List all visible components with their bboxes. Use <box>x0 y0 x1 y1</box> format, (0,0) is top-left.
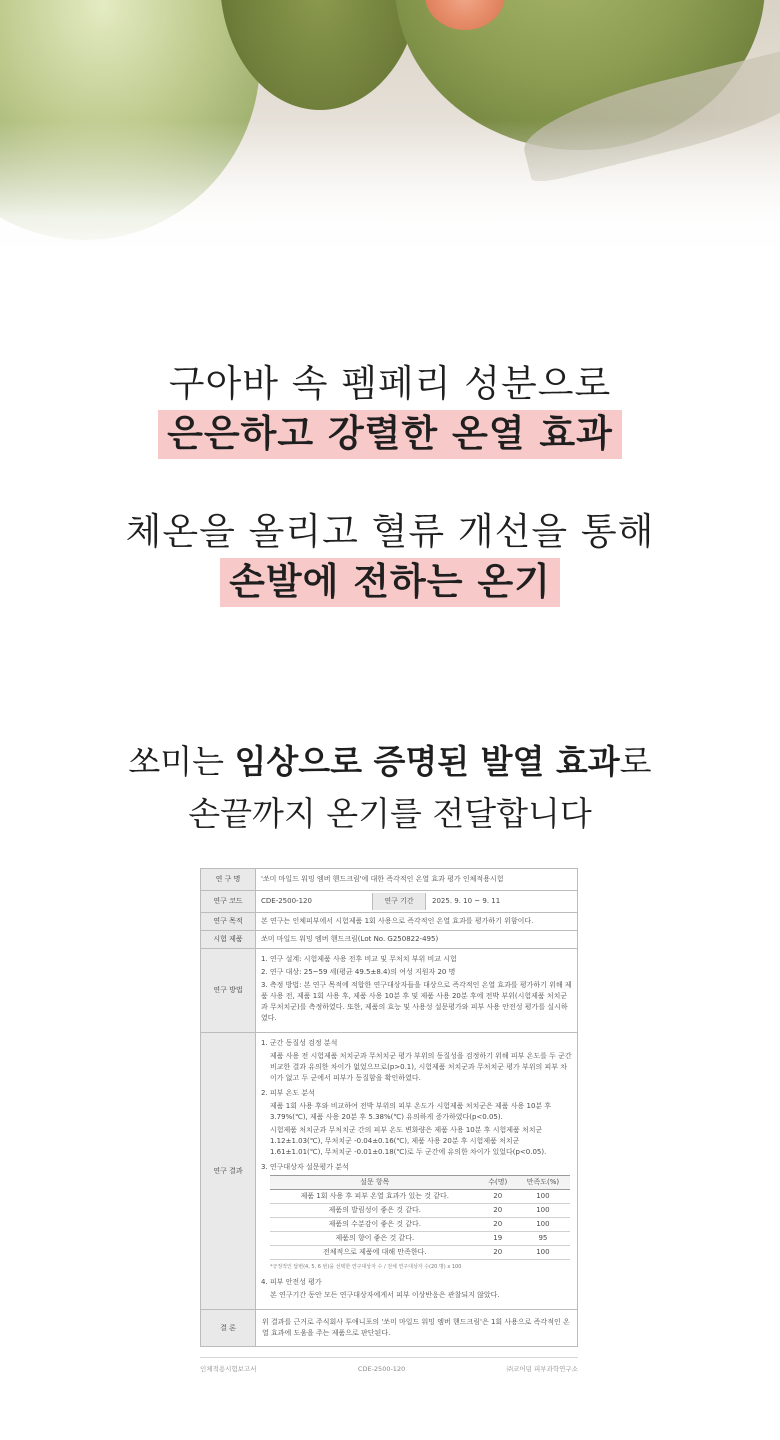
result-4-body: 본 연구기간 동안 모든 연구대상자에게서 피부 이상반응은 관찰되지 않았다. <box>270 1291 500 1299</box>
claim-line-1: 쏘미는 임상으로 증명된 발열 효과로 <box>128 742 652 781</box>
footer-left: 인체적용시험보고서 <box>200 1365 257 1373</box>
claim-line-2: 손끝까지 온기를 전달합니다 <box>188 794 592 833</box>
survey-row: 제품의 수분감이 좋은 것 같다. 20 100 <box>270 1218 570 1232</box>
report-footer <box>200 1357 578 1375</box>
survey-row: 제품의 발림성이 좋은 것 같다. 20 100 <box>270 1204 570 1218</box>
highlight: 은은하고 강렬한 온열 효과 <box>158 410 622 459</box>
survey-note: *긍정적인 답변(4, 5, 6 번)을 선택한 연구대상자 수 / 전체 연구대상자 수(20 명) x 100 <box>270 1264 462 1270</box>
conclusion-label: 결 론 <box>201 1310 256 1347</box>
hero-fade <box>0 120 780 270</box>
footer-lab: ㈜코어덤 피부과학연구소 <box>506 1365 578 1373</box>
result-2-body: 시험제품 처치군과 무처치군 간의 피부 온도 변화량은 제품 사용 10분 후 시험제품 처치군 1.12±1.03(℃), 무처치군 -0.04±0.16(℃), 제품 사용 20분 후 시험제품 처치군 1.61±1.01(℃), 무처치군 -0.01±0.18(℃)로 두 군간에 유의한 차이가 있었다(p<0.05). <box>270 1126 547 1156</box>
purpose-value: 본 연구는 인체피부에서 시험제품 1회 사용으로 즉각적인 온열 효과를 평가하기 위함이다. <box>256 913 578 931</box>
purpose-label: 연구 목적 <box>201 913 256 931</box>
period-value: 2025. 9. 10 ~ 9. 11 <box>432 897 501 905</box>
conclusion-value: 위 결과를 근거로 주식회사 투애니포의 '쏘미 마일드 워밍 엠버 핸드크림'은 1회 사용으로 즉각적인 온열 효과에 도움을 주는 제품으로 판단된다. <box>256 1310 578 1347</box>
result-2-body: 제품 1회 사용 후와 비교하여 전박 부위의 피부 온도가 시험제품 처치군은 제품 사용 10분 후 3.79%(℃), 제품 사용 20분 후 5.38%(℃) 유의하게 증가하였다(p<0.05). <box>270 1102 552 1121</box>
survey-row: 전체적으로 제품에 대해 만족한다. 20 100 <box>270 1246 570 1260</box>
survey-header: 설문 항목 <box>270 1176 480 1190</box>
hero-image <box>0 0 780 270</box>
product-value: 쏘미 마일드 워밍 엠버 핸드크림(Lot No. G250822-495) <box>256 931 578 949</box>
headline-line-4 <box>0 560 780 604</box>
footer-code: CDE-2500-120 <box>357 1365 406 1373</box>
report-table <box>200 868 578 1347</box>
method-item: 1. 연구 설계: 시험제품 사용 전후 비교 및 무처치 부위 비교 시험 <box>261 955 457 963</box>
survey-table <box>270 1175 570 1260</box>
headline-line-3: 체온을 올리고 혈류 개선을 통해 <box>125 510 655 553</box>
claim-emphasis: 임상으로 증명된 발열 효과 <box>234 742 620 781</box>
result-1-body: 제품 사용 전 시험제품 처치군과 무처치군 평가 부위의 동질성을 검정하기 위해 피부 온도를 두 군간 비교한 결과 유의한 차이가 없었으므로(p>0.1), 시험제품 처치군과 무처치군 평가 부위의 피부 차이가 없고 두 군에서 피부가 동질함을 확인하였다. <box>270 1052 572 1082</box>
result-2-title: 2. 피부 온도 분석 <box>261 1089 315 1097</box>
method-item: 2. 연구 대상: 25~59 세(평균 49.5±8.4)의 여성 지원자 20 명 <box>261 968 456 976</box>
clinical-report <box>200 868 578 1375</box>
highlight: 손발에 전하는 온기 <box>220 558 560 607</box>
survey-row: 제품 1회 사용 후 피부 온열 효과가 있는 것 같다. 20 100 <box>270 1190 570 1204</box>
survey-header: 수(명) <box>480 1176 516 1190</box>
result-3-title: 3. 연구대상자 설문평가 분석 <box>261 1163 349 1171</box>
method-item: 3. 측정 방법: 본 연구 목적에 적합한 연구대상자들을 대상으로 즉각적인 온열 효과를 평가하기 위해 제품 사용 전, 제품 1회 사용 후, 제품 사용 10분 후 및 제품 사용 20분 후에 전박 부위(시험제품 처치군과 무처치군)를 측정하였다. 또한, 제품의 효능 및 사용성 설문평가와 피부 사용 안전성 평가를 실시하였다. <box>261 981 572 1022</box>
survey-header: 만족도(%) <box>516 1176 570 1190</box>
code-label: 연구 코드 <box>201 891 256 913</box>
title-label: 연 구 명 <box>201 869 256 891</box>
code-value: CDE-2500-120 <box>261 897 312 905</box>
headline-line-2 <box>0 412 780 456</box>
title-value: '쏘미 마일드 워밍 엠버 핸드크림'에 대한 즉각적인 온열 효과 평가 인체적용시험 <box>256 869 578 891</box>
method-label: 연구 방법 <box>201 949 256 1033</box>
headline-line-1: 구아바 속 펨페리 성분으로 <box>168 362 612 405</box>
period-label: 연구 기간 <box>372 893 426 910</box>
result-4-title: 4. 피부 안전성 평가 <box>261 1278 322 1286</box>
result-1-title: 1. 군간 동질성 검정 분석 <box>261 1039 338 1047</box>
result-label: 연구 결과 <box>201 1033 256 1310</box>
product-label: 시험 제품 <box>201 931 256 949</box>
survey-row: 제품의 향이 좋은 것 같다. 19 95 <box>270 1232 570 1246</box>
